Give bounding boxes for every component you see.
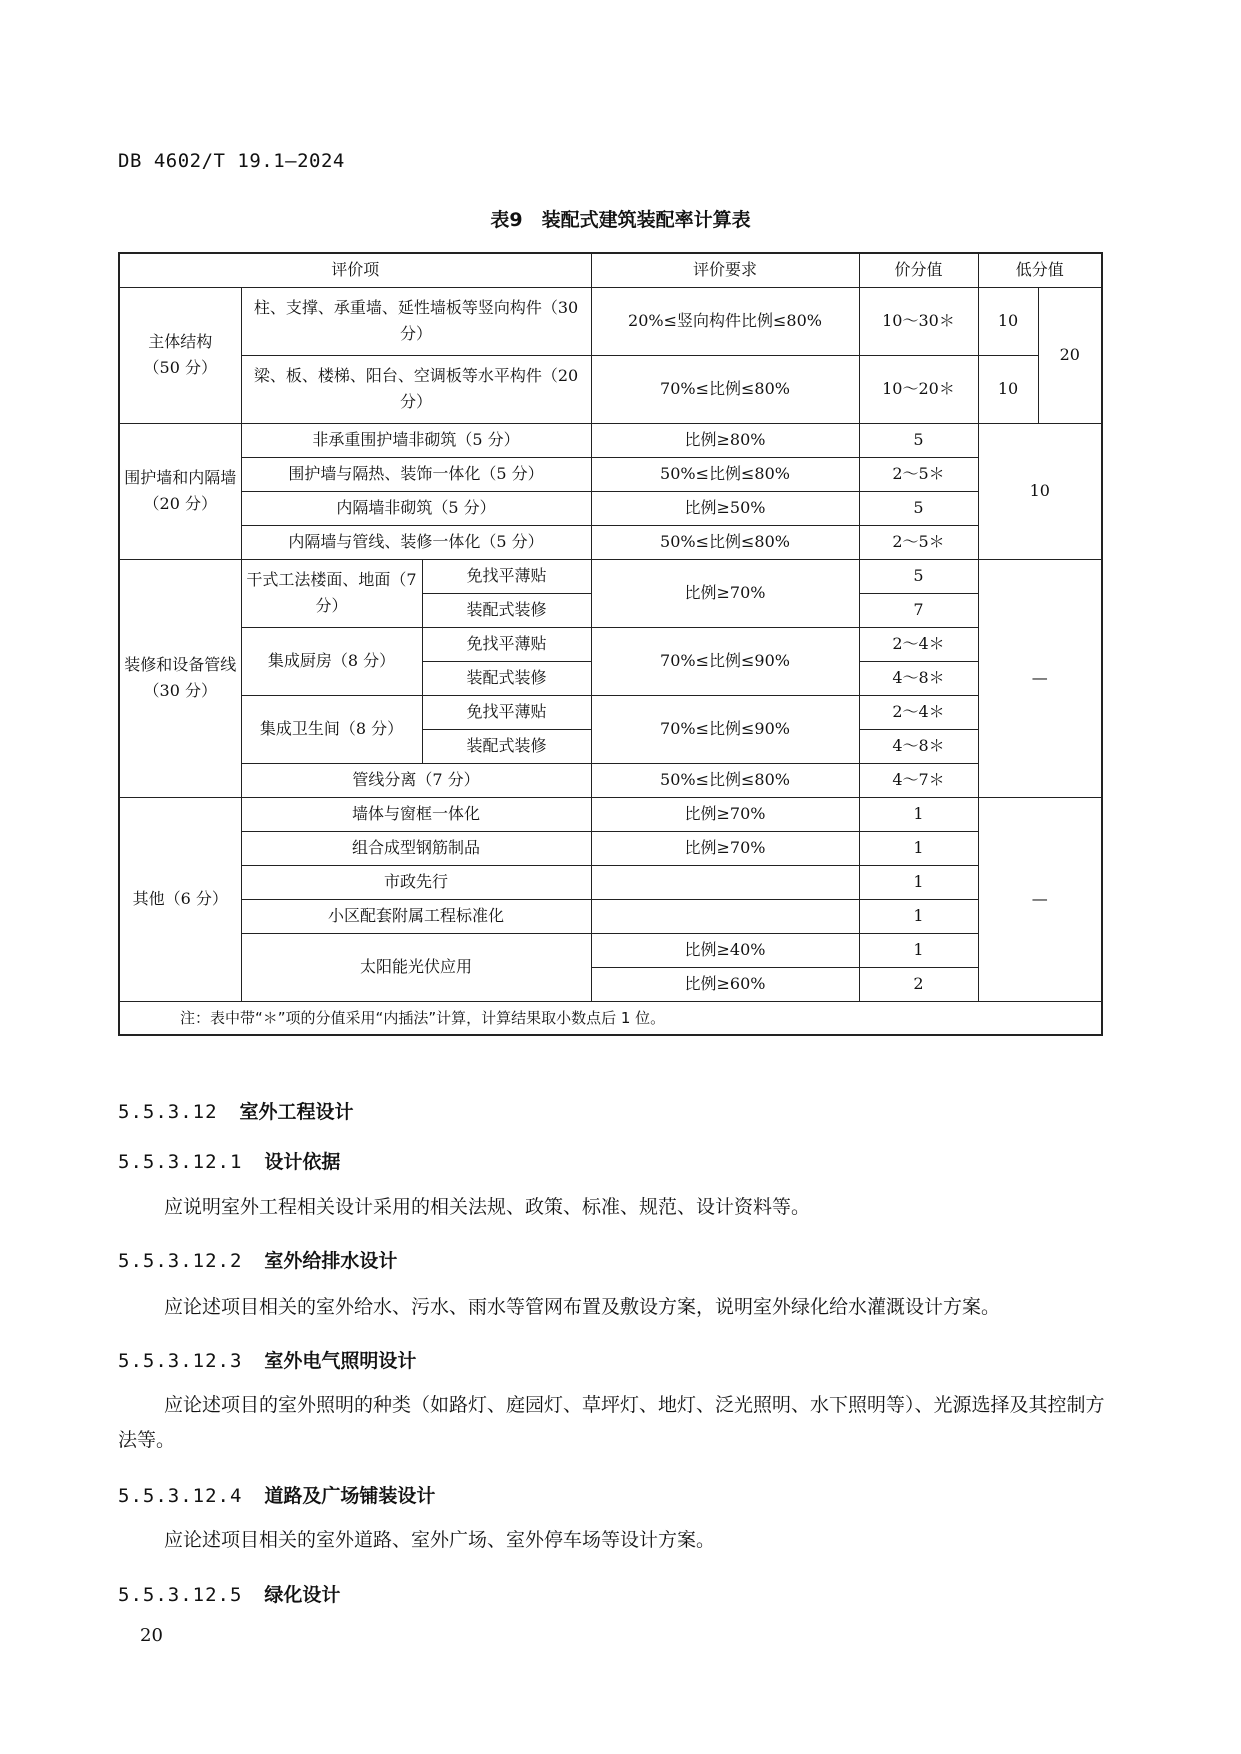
item-cell: 太阳能光伏应用: [241, 933, 591, 1001]
section-title: 绿化设计: [264, 1584, 341, 1606]
category-cell: 装修和设备管线 （30 分）: [119, 559, 241, 797]
item-cell: 墙体与窗框一体化: [241, 797, 591, 831]
score-cell: 5: [859, 491, 978, 525]
table-row: [119, 865, 1102, 899]
header-low-score: 低分值: [978, 253, 1102, 287]
sub-item-cell: 免找平薄贴: [422, 559, 591, 593]
category-cell: 其他（6 分）: [119, 797, 241, 1001]
table-header-row: [119, 253, 1102, 287]
score-cell: 2～4＊: [859, 695, 978, 729]
score-cell: 4～7＊: [859, 763, 978, 797]
table-row: [119, 695, 1102, 729]
paragraph: 应论述项目的室外照明的种类（如路灯、庭园灯、草坪灯、地灯、泛光照明、水下照明等）、光源选择及其控制方法等。: [118, 1394, 1105, 1451]
score-cell: 4～8＊: [859, 661, 978, 695]
table-row: [119, 933, 1102, 967]
score-cell: 7: [859, 593, 978, 627]
low-score-cell: 10: [978, 287, 1038, 355]
item-cell: 集成卫生间（8 分）: [241, 695, 422, 763]
item-cell: 内隔墙非砌筑（5 分）: [241, 491, 591, 525]
score-cell: 1: [859, 797, 978, 831]
section-title: 道路及广场铺装设计: [264, 1485, 436, 1507]
score-cell: 5: [859, 559, 978, 593]
paragraph: 应论述项目相关的室外道路、室外广场、室外停车场等设计方案。: [164, 1529, 716, 1551]
table-row: [119, 763, 1102, 797]
requirement-cell: 50%≤比例≤80%: [591, 525, 859, 559]
score-cell: 1: [859, 831, 978, 865]
item-cell: 组合成型钢筋制品: [241, 831, 591, 865]
requirement-cell: 比例≥70%: [591, 797, 859, 831]
item-cell: 围护墙与隔热、装饰一体化（5 分）: [241, 457, 591, 491]
score-cell: 5: [859, 423, 978, 457]
item-cell: 非承重围护墙非砌筑（5 分）: [241, 423, 591, 457]
table-title: 表9 装配式建筑装配率计算表: [490, 209, 751, 231]
item-cell: 小区配套附属工程标准化: [241, 899, 591, 933]
sub-item-cell: 装配式装修: [422, 661, 591, 695]
paragraph: 应论述项目相关的室外给水、污水、雨水等管网布置及敷设方案，说明室外绿化给水灌溉设计方案。: [164, 1296, 1001, 1318]
section-number: 5.5.3.12: [118, 1101, 218, 1123]
requirement-cell: 70%≤比例≤90%: [591, 627, 859, 695]
item-cell: 干式工法楼面、地面（7 分）: [241, 559, 422, 627]
item-cell: 集成厨房（8 分）: [241, 627, 422, 695]
low-score-cell: —: [978, 797, 1102, 1001]
table-row: [119, 491, 1102, 525]
table-row: [119, 423, 1102, 457]
section-heading: [118, 1580, 340, 1607]
score-cell: 2～4＊: [859, 627, 978, 661]
table-row: [119, 457, 1102, 491]
item-cell: 管线分离（7 分）: [241, 763, 591, 797]
page-number: 20: [140, 1625, 163, 1646]
score-cell: 1: [859, 933, 978, 967]
section-heading: [118, 1097, 354, 1124]
score-cell: 2～5＊: [859, 525, 978, 559]
low-score-cell: 10: [978, 355, 1038, 423]
section-number: 5.5.3.12.3: [118, 1350, 243, 1372]
requirement-cell: [591, 899, 859, 933]
section-heading: [118, 1481, 435, 1508]
low-score-cell: —: [978, 559, 1102, 797]
section-number: 5.5.3.12.5: [118, 1584, 243, 1606]
section-title: 室外给排水设计: [264, 1250, 398, 1272]
requirement-cell: 比例≥40%: [591, 933, 859, 967]
requirement-cell: 比例≥60%: [591, 967, 859, 1001]
requirement-cell: 20%≤竖向构件比例≤80%: [591, 287, 859, 355]
requirement-cell: 50%≤比例≤80%: [591, 457, 859, 491]
low-score-total-cell: 20: [1038, 287, 1102, 423]
header-item: 评价项: [119, 253, 591, 287]
sub-item-cell: 免找平薄贴: [422, 695, 591, 729]
requirement-cell: 70%≤比例≤90%: [591, 695, 859, 763]
score-cell: 10～20＊: [859, 355, 978, 423]
item-cell: 内隔墙与管线、装修一体化（5 分）: [241, 525, 591, 559]
table-row: [119, 525, 1102, 559]
paragraph: 应说明室外工程相关设计采用的相关法规、政策、标准、规范、设计资料等。: [164, 1196, 811, 1218]
table-row: [119, 355, 1102, 423]
category-cell: 围护墙和内隔墙 （20 分）: [119, 423, 241, 559]
item-cell: 梁、板、楼梯、阳台、空调板等水平构件（20 分）: [241, 355, 591, 423]
score-cell: 4～8＊: [859, 729, 978, 763]
category-cell: 主体结构 （50 分）: [119, 287, 241, 423]
sub-item-cell: 装配式装修: [422, 593, 591, 627]
item-cell: 市政先行: [241, 865, 591, 899]
score-cell: 2～5＊: [859, 457, 978, 491]
table-note-row: [119, 1001, 1102, 1035]
table-row: [119, 559, 1102, 593]
low-score-cell: 10: [978, 423, 1102, 559]
table-row: [119, 287, 1102, 355]
score-cell: 1: [859, 899, 978, 933]
header-score: 价分值: [859, 253, 978, 287]
requirement-cell: 比例≥50%: [591, 491, 859, 525]
document-id: DB 4602/T 19.1—2024: [118, 150, 345, 172]
section-number: 5.5.3.12.4: [118, 1485, 243, 1507]
sub-item-cell: 装配式装修: [422, 729, 591, 763]
sub-item-cell: 免找平薄贴: [422, 627, 591, 661]
score-cell: 10～30＊: [859, 287, 978, 355]
requirement-cell: 70%≤比例≤80%: [591, 355, 859, 423]
section-heading: [118, 1246, 397, 1273]
table-row: [119, 831, 1102, 865]
section-number: 5.5.3.12.2: [118, 1250, 243, 1272]
table-row: [119, 797, 1102, 831]
table-row: [119, 627, 1102, 661]
table-note: 注：表中带“＊”项的分值采用“内插法”计算，计算结果取小数点后 1 位。: [119, 1001, 1102, 1035]
section-title: 设计依据: [264, 1151, 341, 1173]
score-cell: 2: [859, 967, 978, 1001]
section-heading: [118, 1147, 340, 1174]
requirement-cell: [591, 865, 859, 899]
requirement-cell: 比例≥70%: [591, 831, 859, 865]
section-heading: [118, 1346, 416, 1373]
requirement-cell: 比例≥70%: [591, 559, 859, 627]
requirement-cell: 比例≥80%: [591, 423, 859, 457]
table-row: [119, 899, 1102, 933]
item-cell: 柱、支撑、承重墙、延性墙板等竖向构件（30 分）: [241, 287, 591, 355]
assembly-rate-table: [118, 252, 1103, 1036]
section-title: 室外电气照明设计: [264, 1350, 417, 1372]
section-title: 室外工程设计: [239, 1101, 354, 1123]
score-cell: 1: [859, 865, 978, 899]
section-number: 5.5.3.12.1: [118, 1151, 243, 1173]
requirement-cell: 50%≤比例≤80%: [591, 763, 859, 797]
header-requirement: 评价要求: [591, 253, 859, 287]
